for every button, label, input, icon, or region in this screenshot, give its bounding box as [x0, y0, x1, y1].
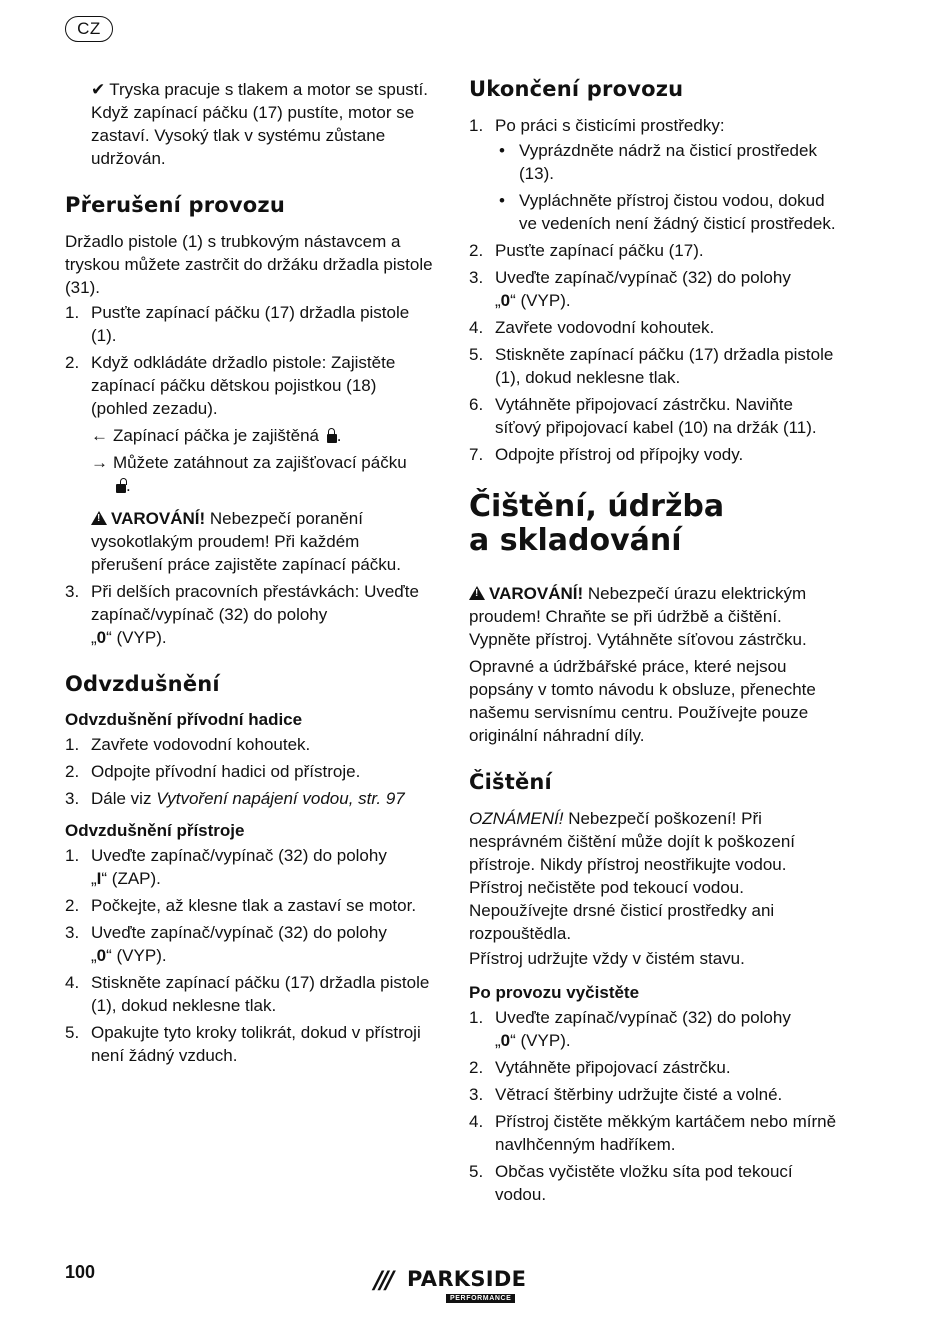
item-number: 2. — [469, 1058, 484, 1077]
item-number: 5. — [469, 345, 484, 364]
item-number: 6. — [469, 395, 484, 414]
list-item — [469, 443, 839, 466]
item-number: 2. — [65, 762, 80, 781]
keep-clean-text: Přístroj udržujte vždy v čistém stavu. — [469, 949, 745, 968]
result-text: Můžete zatáhnout za zajišťovací páčku — [113, 453, 407, 472]
list-item — [65, 760, 435, 783]
left-column — [65, 78, 435, 1071]
notice-text: Nebezpečí poškození! Při nesprávném čištění může dojít k poškození přístroje. Nikdy přístroj neostřikujte vodou. Přístroj nečistěte pod tekoucí vodou. Nepoužívejte drsné čisticí prostředky ani rozpouštědla. — [469, 809, 795, 943]
item-text: Opakujte tyto kroky tolikrát, dokud v přístroji není žádný vzduch. — [91, 1023, 421, 1065]
item-text: Větrací štěrbiny udržujte čisté a volné. — [495, 1085, 783, 1104]
cross-reference: Vytvoření napájení vodou, str. 97 — [156, 789, 405, 808]
item-number: 4. — [65, 973, 80, 992]
warning-text: Nebezpečí úrazu elektrickým proudem! Chraňte se při údržbě a čištění. Vypněte přístroj. Vytáhněte síťovou zástrčku. — [469, 584, 807, 649]
chapter-title-line-2: a skladování — [469, 523, 682, 558]
logo-brand: PARKSIDE — [407, 1267, 527, 1291]
item-text: Vytáhněte připojovací zástrčku. Naviňte síťový připojovací kabel (10) na držák (11). — [495, 395, 817, 437]
position-value: 0 — [96, 628, 107, 647]
item-number: 4. — [469, 318, 484, 337]
notice-label: OZNÁMENÍ! — [469, 809, 564, 828]
item-text: Stiskněte zapínací páčku (17) držadla pistole (1), dokud neklesne tlak. — [495, 345, 834, 387]
item-text: Když odkládáte držadlo pistole: Zajistěte zapínací páčku dětskou pojistkou (18) (pohled zezadu). — [91, 353, 396, 418]
check-icon: ✔ — [91, 80, 106, 99]
list-item — [469, 1160, 839, 1206]
list-item — [469, 1110, 839, 1156]
period: . — [126, 476, 131, 495]
arrow-left-icon: ← — [91, 426, 108, 445]
warning-block — [91, 507, 435, 576]
result-text: Zapínací páčka je zajištěná — [113, 426, 320, 445]
bullet-item: • Vypláchněte přístroj čistou vodou, dokud ve vedeních není žádný čisticí prostředek. — [495, 189, 839, 235]
lock-icon — [327, 434, 337, 443]
list-item — [65, 580, 435, 649]
item-text: Uveďte zapínač/vypínač (32) do polohy — [495, 268, 791, 287]
arrow-right-icon: → — [91, 453, 108, 472]
list-item — [65, 1021, 435, 1067]
position-value: 0 — [500, 291, 511, 310]
item-number: 3. — [65, 582, 80, 601]
item-text: Uveďte zapínač/vypínač (32) do polohy — [495, 1008, 791, 1027]
list-item — [65, 971, 435, 1017]
shutdown-steps — [469, 114, 839, 466]
interruption-paragraph: Držadlo pistole (1) s trubkovým nástavcem a tryskou můžete zastrčit do držáku držadla pistole (31). — [65, 232, 433, 297]
warning-triangle-icon — [91, 511, 107, 525]
warning-label: VAROVÁNÍ! — [111, 509, 206, 528]
bullet-item: • Vyprázdněte nádrž na čisticí prostředek (13). — [495, 139, 839, 185]
item-text: Uveďte zapínač/vypínač (32) do polohy — [91, 923, 387, 942]
warning-label: VAROVÁNÍ! — [489, 584, 584, 603]
item-text: Přístroj čistěte měkkým kartáčem nebo mírně navlhčenným hadříkem. — [495, 1112, 837, 1154]
item-text: Zavřete vodovodní kohoutek. — [91, 735, 311, 754]
result-unlocked — [91, 451, 435, 497]
position-value: 0 — [96, 946, 107, 965]
page-number: 100 — [65, 1262, 96, 1282]
brand-logo — [374, 1266, 526, 1304]
warning-text: Nebezpečí poranění vysokotlakým proudem! Při každém přerušení práce zajistěte zapínací páčku. — [91, 509, 401, 574]
language-badge: CZ — [65, 16, 113, 42]
list-item — [469, 266, 839, 312]
quote-open: „ — [91, 628, 97, 647]
list-item — [65, 351, 435, 576]
section-title-shutdown: Ukončení provozu — [469, 77, 684, 101]
item-text: Občas vyčistěte vložku síta pod tekoucí vodou. — [495, 1162, 793, 1204]
item-number: 1. — [65, 846, 80, 865]
section-title-venting: Odvzdušnění — [65, 672, 220, 696]
item-number: 5. — [65, 1023, 80, 1042]
repair-paragraph: Opravné a údržbářské práce, které nejsou popsány v tomto návodu k obsluze, přenechte našemu servisnímu centru. Používejte pouze originální náhradní díly. — [469, 657, 816, 745]
quote-close: “ (ZAP). — [101, 869, 161, 888]
subsection-title-hose: Odvzdušnění přívodní hadice — [65, 710, 303, 729]
list-item — [65, 844, 435, 890]
item-number: 2. — [469, 241, 484, 260]
subsection-title-device: Odvzdušnění přístroje — [65, 821, 245, 840]
period: . — [336, 426, 342, 445]
item-text: Vytáhněte připojovací zástrčku. — [495, 1058, 731, 1077]
item-text: Dále viz — [91, 789, 152, 808]
item-number: 2. — [65, 896, 80, 915]
list-item — [469, 393, 839, 439]
item-number: 1. — [65, 303, 80, 322]
list-item — [65, 301, 435, 347]
item-text: Uveďte zapínač/vypínač (32) do polohy — [91, 846, 387, 865]
list-item — [65, 787, 435, 810]
list-item — [65, 894, 435, 917]
list-item — [65, 733, 435, 756]
item-number: 3. — [469, 268, 484, 287]
list-item — [469, 343, 839, 389]
item-number: 1. — [469, 116, 484, 135]
unlock-icon — [116, 484, 126, 493]
quote-close: “ (VYP). — [106, 946, 167, 965]
quote-close: “ (VYP). — [510, 291, 571, 310]
venting-device-steps — [65, 844, 435, 1067]
bullet-list — [495, 139, 839, 235]
item-text: Odpojte přívodní hadici od přístroje. — [91, 762, 361, 781]
quote-close: “ (VYP). — [510, 1031, 571, 1050]
position-value: I — [96, 869, 102, 888]
quote-open: „ — [495, 291, 501, 310]
item-number: 3. — [469, 1085, 484, 1104]
item-number: 5. — [469, 1162, 484, 1181]
list-item — [469, 1083, 839, 1106]
quote-open: „ — [495, 1031, 501, 1050]
item-number: 7. — [469, 445, 484, 464]
list-item — [469, 316, 839, 339]
venting-hose-steps — [65, 733, 435, 810]
item-text: Po práci s čisticími prostředky: — [495, 116, 725, 135]
chapter-title-line-1: Čištění, údržba — [469, 489, 725, 524]
item-text: Pusťte zapínací páčku (17). — [495, 241, 704, 260]
item-number: 3. — [65, 923, 80, 942]
logo-subline: PERFORMANCE — [446, 1294, 515, 1303]
result-locked — [91, 424, 435, 447]
item-text: Zavřete vodovodní kohoutek. — [495, 318, 715, 337]
warning-block — [469, 582, 839, 651]
item-number: 3. — [65, 789, 80, 808]
item-number: 4. — [469, 1112, 484, 1131]
position-value: 0 — [500, 1031, 511, 1050]
list-item — [469, 1006, 839, 1052]
logo-slashes: /// — [374, 1266, 392, 1294]
item-text: Při delších pracovních přestávkách: Uveďte zapínač/vypínač (32) do polohy — [91, 582, 419, 624]
result-line — [65, 78, 435, 170]
cleaning-steps — [469, 1006, 839, 1206]
quote-open: „ — [91, 869, 97, 888]
interruption-steps — [65, 301, 435, 649]
chapter-title — [469, 490, 839, 558]
list-item — [469, 239, 839, 262]
item-text: Odpojte přístroj od přípojky vody. — [495, 445, 744, 464]
intro-text: Tryska pracuje s tlakem a motor se spustí. Když zapínací páčku (17) pustíte, motor se zastaví. Vysoký tlak v systému zůstane udržován. — [91, 80, 428, 168]
item-number: 2. — [65, 353, 80, 372]
item-text: Počkejte, až klesne tlak a zastaví se motor. — [91, 896, 417, 915]
list-item — [65, 921, 435, 967]
section-title-cleaning: Čištění — [469, 770, 552, 794]
section-title-interruption: Přerušení provozu — [65, 193, 286, 217]
quote-open: „ — [91, 946, 97, 965]
notice-block — [469, 807, 839, 945]
quote-close: “ (VYP). — [106, 628, 167, 647]
subsection-title-after-use: Po provozu vyčistěte — [469, 983, 640, 1002]
item-number: 1. — [65, 735, 80, 754]
item-text: Pusťte zapínací páčku (17) držadla pistole (1). — [91, 303, 410, 345]
item-number: 1. — [469, 1008, 484, 1027]
item-text: Stiskněte zapínací páčku (17) držadla pistole (1), dokud neklesne tlak. — [91, 973, 430, 1015]
list-item — [469, 114, 839, 235]
right-column — [469, 76, 839, 1210]
list-item — [469, 1056, 839, 1079]
warning-triangle-icon — [469, 586, 485, 600]
